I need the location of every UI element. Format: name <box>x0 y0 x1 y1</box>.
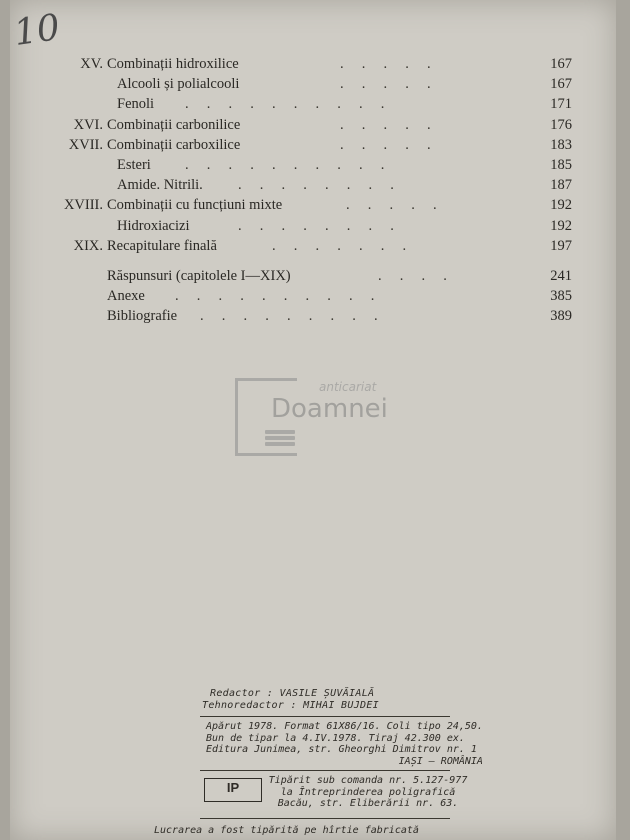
editor-credit: Redactor : VASILE ȘUVĂIALĂ <box>210 688 375 699</box>
books-icon <box>265 430 295 448</box>
leader-dots: . . . . . . . . <box>238 217 394 234</box>
handwritten-note: 10 <box>11 7 63 54</box>
toc-row <box>10 197 616 217</box>
chapter-number: XIX. <box>73 237 103 254</box>
appendix-title: Anexe <box>107 288 145 305</box>
page-number: 197 <box>550 237 572 254</box>
watermark-small-text: anticariat <box>319 380 377 394</box>
watermark <box>235 378 425 460</box>
leader-dots: . . . . . . . <box>272 237 407 254</box>
footer-note: Lucrarea a fost tipărită pe hîrtie fabricată <box>154 825 419 836</box>
toc-row <box>10 76 616 96</box>
page-number: 241 <box>550 267 572 284</box>
section-title: Alcooli și polialcooli <box>117 76 240 93</box>
page-number: 167 <box>550 76 572 93</box>
printing-line: Tipărit sub comanda nr. 5.127-977 <box>268 775 468 786</box>
page-number: 389 <box>550 308 572 325</box>
chapter-title: Combinații carbonilice <box>107 116 241 133</box>
leader-dots: . . . . . . . . . . <box>185 156 385 173</box>
toc-row <box>10 137 616 157</box>
leader-dots: . . . . . . . . . . <box>185 96 385 113</box>
section-title: Esteri <box>117 156 151 173</box>
leader-dots: . . . . . . . . <box>238 177 394 194</box>
chapter-number: XVIII. <box>63 197 103 214</box>
publication-info <box>206 721 483 767</box>
chapter-number: XVII. <box>68 136 103 153</box>
appendix-title: Răspunsuri (capitolele I—XIX) <box>107 267 291 284</box>
printer-logo: IP <box>204 778 262 802</box>
page-number: 171 <box>550 96 572 113</box>
leader-dots: . . . . . <box>340 116 431 133</box>
page-number: 187 <box>550 177 572 194</box>
publication-line: Editura Junimea, str. Gheorghi Dimitrov nr. 1 <box>206 744 477 755</box>
toc-row <box>10 177 616 197</box>
chapter-title: Recapitulare finală <box>107 237 217 254</box>
page-number: 185 <box>550 156 572 173</box>
page-number: 183 <box>550 136 572 153</box>
toc-row <box>10 288 616 308</box>
page-number: 176 <box>550 116 572 133</box>
book-page <box>10 0 616 840</box>
printing-info <box>268 775 468 810</box>
leader-dots: . . . . . <box>340 76 431 93</box>
leader-dots: . . . . . <box>340 136 431 153</box>
section-title: Hidroxiacizi <box>117 217 190 234</box>
page-number: 192 <box>550 217 572 234</box>
toc-row <box>10 96 616 116</box>
publication-line: Apărut 1978. Format 61X86/16. Coli tipo 24,50. <box>206 721 483 732</box>
divider <box>200 770 450 771</box>
publication-line: Bun de tipar la 4.IV.1978. Tiraj 42.300 ex. <box>206 732 465 744</box>
leader-dots: . . . . . <box>340 56 431 72</box>
page-number: 385 <box>550 288 572 305</box>
section-title: Amide. Nitrili. <box>117 177 203 194</box>
page-number: 167 <box>550 56 572 72</box>
toc-row <box>10 56 616 76</box>
toc-row <box>10 308 616 328</box>
leader-dots: . . . . . . . . . <box>200 308 378 325</box>
publication-line: IAȘI — ROMÂNIA <box>398 755 483 767</box>
table-of-contents <box>10 56 616 328</box>
leader-dots: . . . . . . . . . . <box>175 288 375 305</box>
appendix-title: Bibliografie <box>107 308 178 325</box>
chapter-number: XV. <box>80 56 103 72</box>
toc-row <box>10 268 616 288</box>
toc-row <box>10 117 616 137</box>
toc-row <box>10 218 616 238</box>
toc-row <box>10 238 616 258</box>
printing-line: la Întreprinderea poligrafică <box>280 786 456 798</box>
chapter-title: Combinații carboxilice <box>107 136 241 153</box>
printing-line: Bacău, str. Eliberării nr. 63. <box>277 798 459 809</box>
chapter-title: Combinații hidroxilice <box>107 56 239 72</box>
section-title: Fenoli <box>117 96 155 113</box>
tech-editor-credit: Tehnoredactor : MIHAI BUJDEI <box>202 700 379 711</box>
chapter-number: XVI. <box>73 116 103 133</box>
chapter-title: Combinații cu funcțiuni mixte <box>107 197 283 214</box>
page-number: 192 <box>550 197 572 214</box>
leader-dots: . . . . <box>378 267 447 284</box>
divider <box>200 818 450 819</box>
watermark-brand: Doamnei <box>271 394 388 424</box>
leader-dots: . . . . . <box>346 197 437 214</box>
toc-row <box>10 157 616 177</box>
divider <box>200 716 450 717</box>
